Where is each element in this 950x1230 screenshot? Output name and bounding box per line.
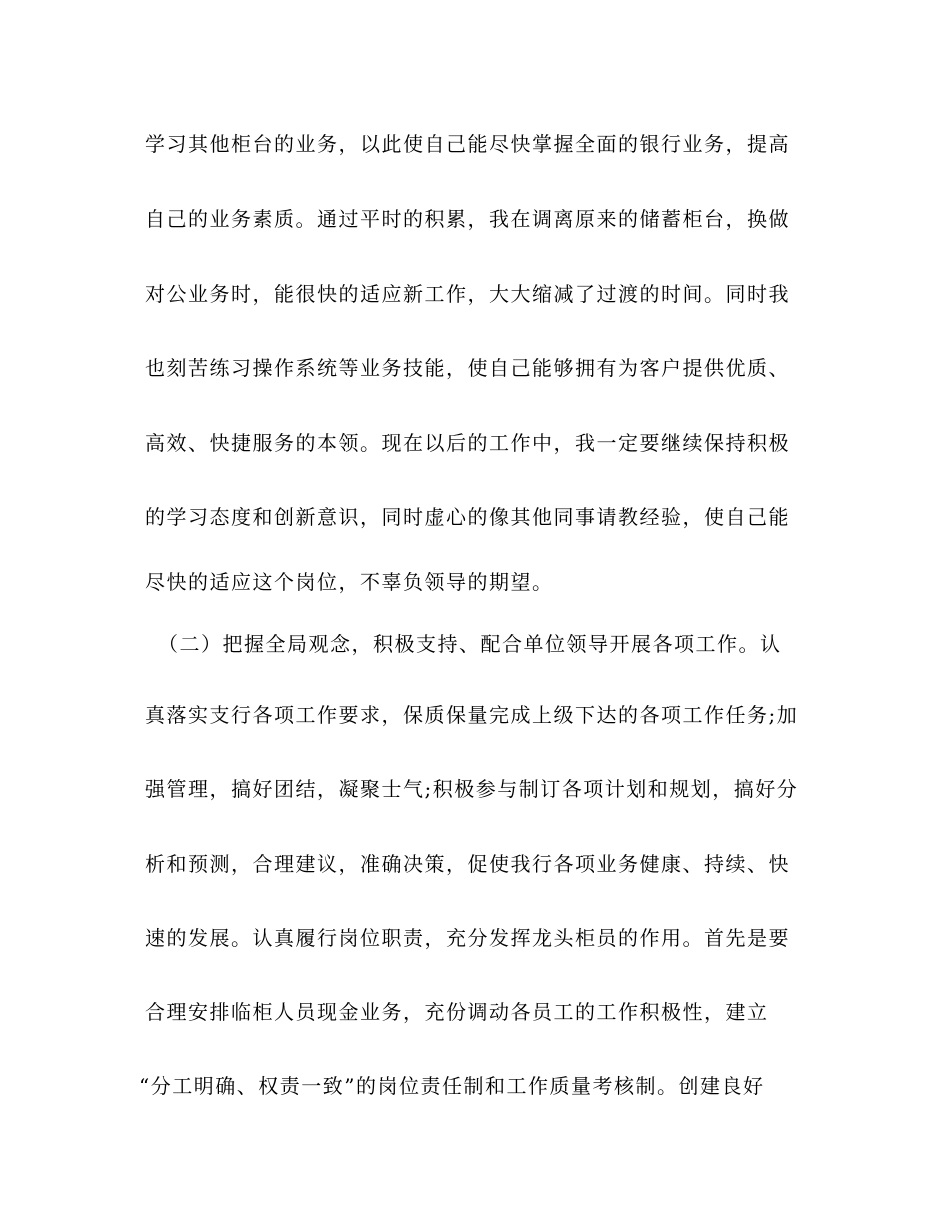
paragraph-line: 真落实支行各项工作要求，保质保量完成上级下达的各项工作任务;加 [145, 703, 799, 727]
paragraph-line: 速的发展。认真履行岗位职责，充分发挥龙头柜员的作用。首先是要 [145, 926, 790, 950]
paragraph-line: 自己的业务素质。通过平时的积累，我在调离原来的储蓄柜台，换做 [145, 207, 790, 231]
paragraph-line: 强管理，搞好团结，凝聚士气;积极参与制订各项计划和规划，搞好分 [145, 777, 799, 801]
paragraph-line: “分工明确、权责一致”的岗位责任制和工作质量考核制。创建良好 [139, 1074, 765, 1098]
paragraph-line: 对公业务时，能很快的适应新工作，大大缩减了过渡的时间。同时我 [145, 282, 790, 306]
paragraph-line: 尽快的适应这个岗位，不辜负领导的期望。 [145, 570, 554, 594]
paragraph-line: 合理安排临柜人员现金业务，充份调动各员工的工作积极性，建立 [145, 1000, 769, 1024]
paragraph-line: 析和预测，合理建议，准确决策，促使我行各项业务健康、持续、快 [145, 852, 790, 876]
paragraph-line: 高效、快捷服务的本领。现在以后的工作中，我一定要继续保持积极 [145, 431, 790, 455]
paragraph-line: 也刻苦练习操作系统等业务技能，使自己能够拥有为客户提供优质、 [145, 356, 790, 380]
paragraph-line: 学习其他柜台的业务，以此使自己能尽快掌握全面的银行业务，提高 [145, 132, 790, 156]
paragraph-line: 的学习态度和创新意识，同时虚心的像其他同事请教经验，使自己能 [145, 505, 790, 529]
section-heading-line: （二）把握全局观念，积极支持、配合单位领导开展各项工作。认 [158, 632, 782, 656]
